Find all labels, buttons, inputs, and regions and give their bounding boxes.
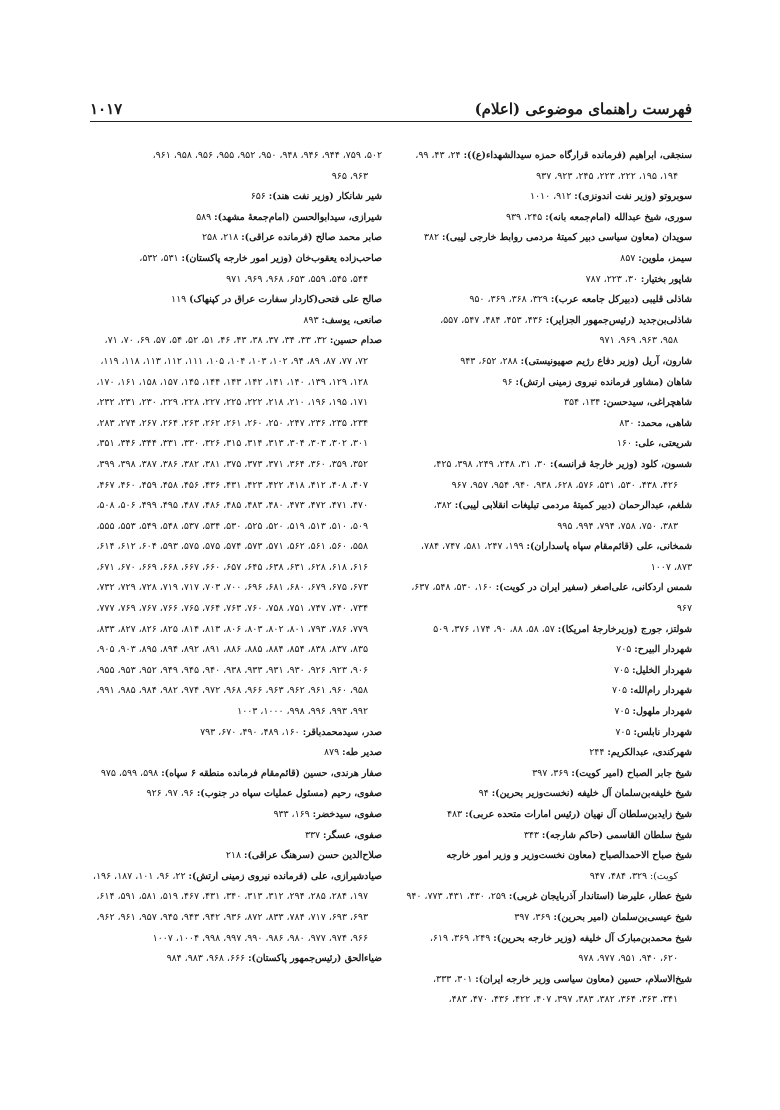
entry-pages: ۳۲، ۳۳، ۳۴، ۳۷، ۳۸، ۴۳، ۴۶، ۵۱، ۵۲، ۵۴، ۵۷، ۶۹، ۷۰، ۷۱،	[104, 335, 330, 347]
entry-heading: شاذلی قلیبی (دبیرکل جامعه عرب):	[550, 294, 692, 306]
entry-heading: شهردار البیرح:	[634, 644, 692, 656]
entry-pages: ۱۳۴، ۳۵۴	[563, 397, 604, 409]
entry-heading: سنجقی، ابراهیم (فرمانده قرارگاه حمزه سیدالشهداء(ع)):	[463, 150, 692, 161]
index-entry	[400, 393, 692, 414]
entry-pages: ۶۶۶، ۹۶۸، ۹۸۳، ۹۸۴	[166, 953, 249, 965]
entry-heading: صانعی، یوسف:	[321, 314, 382, 326]
entry-pages: ۳۳۷	[304, 829, 324, 841]
entry-heading: شیخ صباح الاحمدالصباح (معاون نخست‌وزیر و وزیر امور خارجه	[446, 850, 692, 862]
index-entry	[400, 620, 692, 641]
index-entry	[400, 723, 692, 744]
index-entry	[400, 826, 692, 847]
entry-heading: صابر محمد صالح (فرمانده عراقی):	[241, 232, 382, 244]
index-entry	[400, 352, 692, 373]
index-entry	[400, 270, 692, 291]
page-number: ۱۰۱۷	[90, 100, 123, 118]
entry-heading: ضیاءالحق (رئیس‌جمهور پاکستان):	[248, 953, 382, 965]
entry-pages: ۳۶۹، ۳۹۷	[532, 767, 572, 779]
header-rule	[90, 121, 692, 122]
index-entry	[400, 208, 692, 229]
index-entry	[400, 311, 692, 352]
entry-heading: شیخ خلیفه‌بن‌سلمان آل خلیفه (نخست‌وزیر بحرین):	[491, 788, 692, 800]
entry-pages: ۴۳۶، ۴۵۳، ۴۸۴، ۵۴۷، ۵۵۷،	[440, 314, 546, 326]
index-entry	[400, 784, 692, 805]
index-entry	[400, 681, 692, 702]
index-entry	[400, 661, 692, 682]
index-entry	[400, 764, 692, 785]
index-entry	[400, 249, 692, 270]
entry-pages: ۵۰۲، ۷۵۹، ۹۴۴، ۹۴۶، ۹۴۸، ۹۵۰، ۹۵۲، ۹۵۵، ۹۵۶، ۹۵۸، ۹۶۱،	[152, 150, 382, 161]
entry-pages: ۲۱۸	[225, 850, 244, 862]
entry-heading: شاهی، محمد:	[637, 417, 692, 429]
entry-pages: ۳۰، ۳۱، ۲۴۸، ۲۴۹، ۳۹۸، ۴۲۵،	[433, 458, 550, 470]
entry-pages: ۳۰، ۲۲۳، ۷۸۷	[585, 273, 641, 285]
entry-heading: شیخ جابر الصباح (امیر کویت):	[571, 767, 692, 779]
entry-continuation: ۵۴۴، ۵۴۵، ۵۵۹، ۶۵۳، ۹۶۸، ۹۶۹، ۹۷۱	[226, 273, 368, 285]
index-entry	[90, 805, 382, 826]
entry-pages: ۹۶	[502, 376, 516, 388]
entry-heading: شاذلی‌بن‌جدید (رئیس‌جمهور الجزایر):	[545, 314, 692, 326]
entry-heading: صدام حسین:	[329, 335, 382, 347]
entry-heading: شیر شانکار (وزیر نفت هند):	[268, 191, 382, 203]
entry-heading: شهردار نابلس:	[633, 726, 692, 738]
entry-pages: ۲۱۸، ۲۵۸	[202, 232, 242, 244]
index-entry	[400, 146, 692, 187]
entry-heading: شیخ سلطان القاسمی (حاکم شارجه):	[541, 829, 692, 841]
index-entry	[400, 414, 692, 435]
index-entry	[400, 846, 692, 887]
entry-pages: ۲۲، ۹۶، ۱۰۱، ۱۸۷، ۱۹۶،	[92, 870, 189, 882]
entry-heading: صفوی، سیدخضر:	[312, 809, 382, 820]
entry-continuation: ۶۲۰، ۹۴۰، ۹۵۱، ۹۷۷، ۹۷۸	[578, 953, 678, 965]
entry-pages: ۲۸۸، ۶۵۲، ۹۴۳	[460, 355, 521, 367]
entry-pages: ۱۹۹، ۲۴۷، ۵۸۱، ۷۴۷، ۷۸۴، ۸۷۳، ۱۰۰۷	[420, 541, 692, 573]
entry-heading: شهردار ملهول:	[632, 706, 692, 718]
entry-pages: ۴۸۳	[446, 809, 466, 820]
index-entry	[400, 537, 692, 578]
entry-pages: ۱۶۹، ۹۳۳	[273, 809, 313, 820]
entry-pages: ۳۸۲،	[433, 500, 455, 512]
entry-pages: ۷۰۵	[615, 726, 634, 738]
index-entry	[90, 187, 382, 208]
entry-continuation: ۳۸۳، ۷۵۰، ۷۵۸، ۷۹۴، ۹۹۴، ۹۹۵	[557, 520, 678, 532]
entry-continuation: ۱۹۷، ۲۸۴، ۲۸۵، ۲۹۴، ۳۱۲، ۳۱۳، ۳۴۰، ۴۳۱، ۴۶۷، ۵۱۹، ۵۸۱، ۵۹۱، ۶۱۴، ۶۹۳، ۶۹۳، ۷۱۷، ۷۸۴، ۸۳۳، ۸۷۲، ۹۳۶، ۹۴۲، ۹۴۳، ۹۴۵، ۹۵۷، ۹۶۱، ۹۶۲، ۹۶۶، ۹۷۴، ۹۷۷، ۹۸۰، ۹۸۶، ۹۹۰، ۹۹۷، ۹۹۸، ۱۰۰۴، ۱۰۰۷	[96, 891, 368, 944]
entry-heading: شمس اردکانی، علی‌اصغر (سفیر ایران در کویت):	[495, 582, 692, 594]
entry-pages: ۱۶۰، ۴۸۹، ۴۹۰، ۶۷۰، ۷۹۳	[200, 726, 303, 738]
entry-continuation: ۷۲، ۷۷، ۸۷، ۸۹، ۹۴، ۱۰۲، ۱۰۳، ۱۰۴، ۱۰۵، ۱۱۱، ۱۱۲، ۱۱۳، ۱۱۸، ۱۱۹، ۱۲۸، ۱۲۹، ۱۳۹، ۱۴۰، ۱۴۱، ۱۴۲، ۱۴۳، ۱۴۴، ۱۴۵، ۱۵۷، ۱۵۸، ۱۶۱، ۱۷۰، ۱۷۱، ۱۹۵، ۱۹۶، ۲۱۰، ۲۱۸، ۲۲۲، ۲۲۵، ۲۲۷، ۲۲۸، ۲۲۹، ۲۳۰، ۲۳۱، ۲۳۲، ۲۳۴، ۲۳۵، ۲۳۶، ۲۴۷، ۲۵۰، ۲۶۰، ۲۶۱، ۲۶۲، ۲۶۳، ۲۶۴، ۲۶۷، ۲۷۴، ۲۸۳، ۳۰۱، ۳۰۲، ۳۰۳، ۳۰۴، ۳۱۳، ۳۱۴، ۳۱۵، ۳۲۶، ۳۳۰، ۳۳۱، ۳۴۴، ۳۴۶، ۳۵۱، ۳۵۲، ۳۵۹، ۳۶۰، ۳۶۴، ۳۷۱، ۳۷۳، ۳۷۵، ۳۸۱، ۳۸۲، ۳۸۶، ۳۸۷، ۳۹۸، ۳۹۹، ۴۰۷، ۴۰۸، ۴۱۲، ۴۱۸، ۴۲۲، ۴۲۳، ۴۳۱، ۴۳۶، ۴۵۶، ۴۵۸، ۴۵۹، ۴۶۰، ۴۶۷، ۴۷۰، ۴۷۱، ۴۷۲، ۴۷۳، ۴۸۰، ۴۸۳، ۴۸۵، ۴۸۶، ۴۸۷، ۴۹۵، ۴۹۹، ۵۰۶، ۵۰۸، ۵۰۹، ۵۱۰، ۵۱۳، ۵۱۹، ۵۲۰، ۵۲۵، ۵۳۰، ۵۳۴، ۵۳۷، ۵۴۸، ۵۴۹، ۵۵۳، ۵۵۵، ۵۵۸، ۵۶۰، ۵۶۱، ۵۶۲، ۵۷۱، ۵۷۳، ۵۷۴، ۵۷۵، ۵۷۵، ۵۹۳، ۶۰۴، ۶۱۲، ۶۱۴، ۶۱۶، ۶۱۸، ۶۲۸، ۶۳۱، ۶۳۸، ۶۴۵، ۶۵۷، ۶۶۰، ۶۶۷، ۶۶۸، ۶۶۹، ۶۷۰، ۶۷۱، ۶۷۳، ۶۷۵، ۶۷۹، ۶۸۰، ۶۸۱، ۶۹۶، ۷۰۰، ۷۰۳، ۷۱۷، ۷۱۹، ۷۲۸، ۷۲۹، ۷۳۲، ۷۳۴، ۷۴۰، ۷۴۷، ۷۵۱، ۷۵۸، ۷۶۰، ۷۶۳، ۷۶۴، ۷۶۵، ۷۶۶، ۷۶۷، ۷۶۹، ۷۷۷، ۷۷۹، ۷۸۶، ۷۹۳، ۸۰۱، ۸۰۲، ۸۰۳، ۸۰۶، ۸۱۳، ۸۱۴، ۸۲۵، ۸۲۶، ۸۲۷، ۸۳۳، ۸۳۵، ۸۳۷، ۸۳۸، ۸۵۴، ۸۸۴، ۸۸۵، ۸۸۶، ۸۹۱، ۸۹۲، ۸۹۴، ۸۹۵، ۹۰۳، ۹۰۵، ۹۰۶، ۹۲۳، ۹۲۶، ۹۳۰، ۹۳۱، ۹۳۳، ۹۳۸، ۹۴۰، ۹۴۵، ۹۴۹، ۹۵۲، ۹۵۳، ۹۵۵، ۹۵۸، ۹۶۰، ۹۶۱، ۹۶۲، ۹۶۳، ۹۶۶، ۹۶۸، ۹۷۲، ۹۷۴، ۹۸۲، ۹۸۴، ۹۸۵، ۹۹۱، ۹۹۲، ۹۹۳، ۹۹۶، ۹۹۸، ۱۰۰۰، ۱۰۰۳	[96, 355, 368, 718]
entry-pages: ۷۰۵	[616, 644, 635, 656]
index-entry	[400, 187, 692, 208]
index-entry	[400, 702, 692, 723]
entry-heading: شسون، کلود (وزیر خارجهٔ فرانسه):	[549, 458, 692, 470]
entry-continuation: ۴۲۶، ۴۳۸، ۵۳۰، ۵۳۱، ۵۷۶، ۶۲۸، ۹۳۸، ۹۴۰، ۹۵۴، ۹۵۷، ۹۶۷	[451, 479, 678, 491]
index-entry	[400, 887, 692, 908]
index-column-right	[400, 146, 692, 1011]
entry-pages: ۵۹۸، ۵۹۹، ۹۷۵	[100, 767, 162, 779]
index-entry	[90, 208, 382, 229]
entry-heading: شاهچراغی، سیدحسن:	[603, 397, 692, 409]
index-entry	[400, 805, 692, 826]
entry-heading: شلغم، عبدالرحمان (دبیر کمیتهٔ مردمی تبلیغات انقلابی لیبی):	[454, 500, 692, 512]
entry-heading: سویدان (معاون سیاسی دبیر کمیتهٔ مردمی روابط خارجی لیبی):	[441, 232, 692, 244]
entry-pages: ۲۴۹، ۳۶۹، ۶۱۹،	[429, 932, 494, 944]
entry-pages: ۹۴	[478, 788, 492, 800]
index-entry	[90, 949, 382, 970]
entry-pages: ۶۵۶	[250, 191, 269, 203]
entry-heading: صالح علی فتحی(کاردار سفارت عراق در کپنهاک)	[189, 294, 382, 306]
index-entry	[90, 826, 382, 847]
entry-pages: ۸۹۳	[303, 314, 322, 326]
entry-pages: ۲۴۵، ۹۳۹	[505, 211, 546, 223]
entry-pages: ۵۳۱، ۵۳۲،	[139, 252, 182, 264]
entry-heading: صدیر طه:	[342, 747, 382, 759]
entry-pages: ۸۵۷	[620, 252, 639, 264]
entry-heading: شیخ زایدبن‌سلطان آل نهیان (رئیس امارات متحده عربی):	[465, 809, 692, 820]
entry-heading: شاپور بختیار:	[640, 273, 692, 285]
index-entry	[90, 743, 382, 764]
index-entry	[400, 455, 692, 496]
index-entry	[90, 290, 382, 311]
entry-pages: ۲۵۹، ۴۳۰، ۴۳۱، ۷۷۳، ۹۴۰	[406, 891, 509, 903]
entry-heading: صیادشیرازی، علی (فرمانده نیروی زمینی ارتش):	[188, 870, 382, 882]
index-entry	[90, 331, 382, 722]
index-entry	[90, 249, 382, 290]
index-entry	[90, 146, 382, 187]
entry-pages: ۷۰۵	[611, 685, 631, 697]
entry-continuation: ۳۴۱، ۳۶۳، ۳۶۴، ۳۸۲، ۳۸۳، ۳۹۷، ۴۰۷، ۴۲۲، ۴۳۶، ۴۷۰، ۴۸۳،	[448, 994, 678, 1006]
index-entry	[90, 764, 382, 785]
entry-pages: ۵۷، ۵۸، ۸۸، ۹۰، ۱۷۴، ۳۷۶، ۵۰۹	[433, 623, 558, 635]
index-entry	[400, 228, 692, 249]
entry-heading: شارون، آریل (وزیر دفاع رژیم صهیونیستی):	[520, 355, 692, 367]
entry-pages: ۷۰۵	[614, 706, 633, 718]
entry-heading: شیخ محمدبن‌مبارک آل خلیفه (وزیر خارجه بحرین):	[493, 932, 692, 944]
entry-heading: شولتز، جورج (وزیرخارجهٔ امریکا):	[557, 623, 692, 635]
index-entry	[90, 846, 382, 867]
entry-heading: شیرازی، سیدابوالحسن (امام‌جمعهٔ مشهد):	[214, 211, 382, 223]
entry-pages: ۱۶۰	[616, 438, 635, 450]
entry-pages: ۲۴، ۴۳، ۹۹،	[415, 150, 464, 161]
page-title: فهرست راهنمای موضوعی (اعلام)	[474, 100, 692, 118]
entry-pages: ۷۰۵	[613, 664, 633, 676]
index-entry	[400, 290, 692, 311]
index-entry	[90, 723, 382, 744]
entry-heading: صفوی، رحیم (مسئول عملیات سپاه در جنوب):	[196, 788, 382, 800]
index-entry	[400, 929, 692, 970]
entry-pages: ۳۴۳	[523, 829, 542, 841]
entry-pages: ۲۴۴	[589, 747, 608, 759]
index-entry	[400, 640, 692, 661]
entry-pages: ۹۱۲، ۱۰۱۰	[529, 191, 575, 203]
index-entry	[400, 578, 692, 619]
entry-heading: سوری، شیخ عبدالله (امام‌جمعه بانه):	[545, 211, 692, 223]
entry-pages: ۳۸۲	[423, 232, 442, 244]
index-entry	[90, 784, 382, 805]
entry-heading: شیخ عیسی‌بن‌سلمان (امیر بحرین):	[553, 911, 692, 923]
index-entry	[400, 970, 692, 1011]
entry-pages: ۳۲۹، ۳۶۸، ۳۶۹، ۹۵۰	[469, 294, 551, 306]
index-entry	[90, 228, 382, 249]
entry-heading: صاحب‌زاده یعقوب‌خان (وزیر امور خارجه پاکستان):	[181, 252, 382, 264]
entry-heading: صلاح‌الدین حسن (سرهنگ عراقی):	[243, 850, 382, 862]
entry-continuation: ۹۶۳، ۹۶۵	[331, 170, 368, 182]
entry-heading: شهردار رام‌الله:	[630, 685, 692, 697]
entry-pages: ۳۶۹، ۳۹۷	[514, 911, 554, 923]
entry-heading: صفار هرندی، حسین (قائم‌مقام فرمانده منطقه ۶ سپاه):	[161, 767, 382, 779]
entry-pages: ۸۷۹	[324, 747, 343, 759]
entry-pages: ۱۱۹	[171, 294, 190, 306]
entry-heading: شهرکندی، عبدالکریم:	[607, 747, 692, 759]
entry-heading: سیمز، ملوین:	[638, 252, 692, 264]
entry-heading: صدر، سیدمحمدباقر:	[302, 726, 382, 738]
running-header	[90, 92, 692, 118]
index-entry	[400, 743, 692, 764]
entry-heading: شیخ‌الاسلام، حسین (معاون سیاسی وزیر خارجه ایران):	[475, 973, 692, 985]
index-entry	[400, 434, 692, 455]
entry-pages: ۱۶۰، ۵۳۰، ۵۴۸، ۶۳۷، ۹۶۷	[411, 582, 692, 615]
entry-pages: ۹۶، ۹۷، ۹۲۶	[146, 788, 197, 800]
entry-pages: ۸۳۰	[619, 417, 638, 429]
index-entry	[90, 867, 382, 949]
entry-heading: شاهان (مشاور فرمانده نیروی زمینی ارتش):	[515, 376, 692, 388]
entry-pages: ۳۰۱، ۳۳۳،	[433, 973, 476, 985]
entry-pages: ۵۸۹	[196, 211, 215, 223]
entry-heading: شمخانی، علی (قائم‌مقام سپاه پاسداران):	[526, 541, 692, 553]
entry-continuation: ۱۹۴، ۱۹۵، ۲۲۲، ۲۲۳، ۲۴۵، ۹۲۳، ۹۳۷	[536, 170, 678, 182]
index-entry	[400, 496, 692, 537]
entry-continuation: کویت): ۳۲۹، ۴۸۴، ۹۴۷	[589, 870, 678, 882]
entry-continuation: ۹۵۸، ۹۶۳، ۹۶۹، ۹۷۱	[599, 335, 678, 347]
entry-heading: شیخ عطار، علیرضا (استاندار آذربایجان غربی):	[508, 891, 692, 903]
entry-heading: شریعتی، علی:	[634, 438, 692, 450]
entry-heading: سوبروتو (وزیر نفت اندونزی):	[574, 191, 692, 203]
index-entry	[400, 373, 692, 394]
entry-heading: شهردار الخلیل:	[632, 664, 692, 676]
entry-heading: صفوی، عسگر:	[323, 829, 382, 841]
index-entry	[400, 908, 692, 929]
index-entry	[90, 311, 382, 332]
index-column-left	[90, 146, 382, 970]
